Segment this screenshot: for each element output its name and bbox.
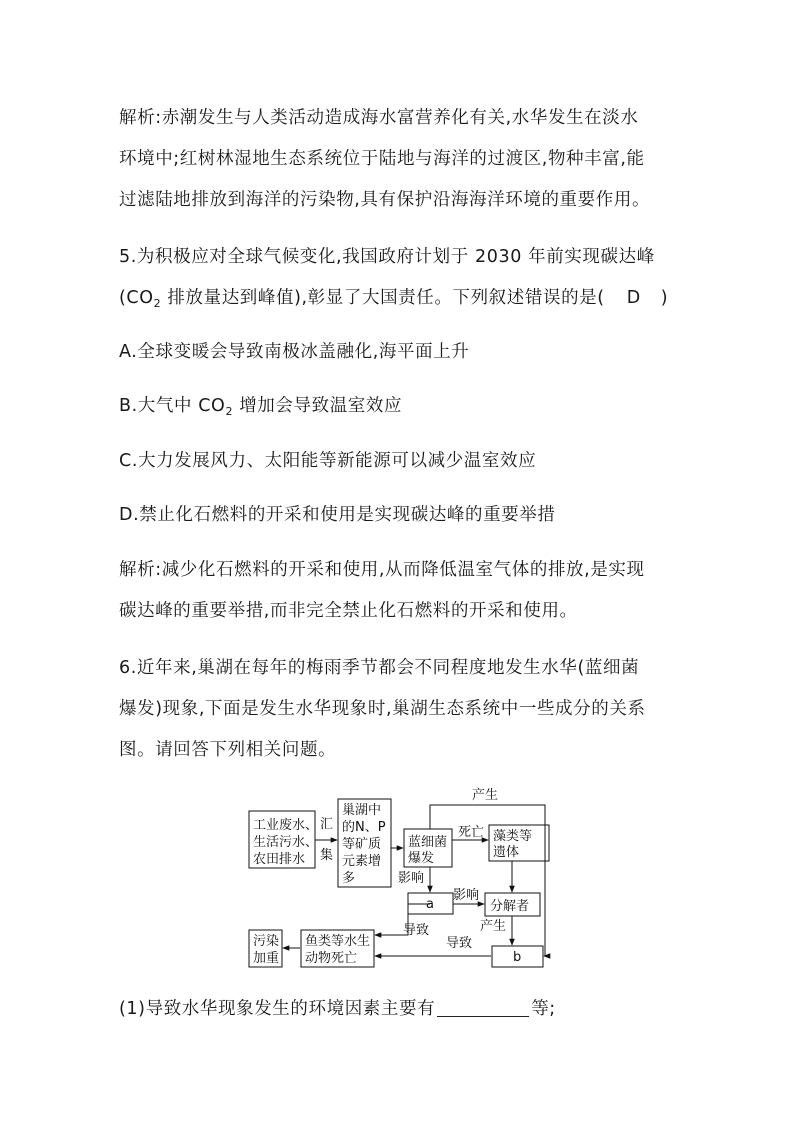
box-b-label: b <box>513 950 522 965</box>
box-a-label: a <box>426 897 434 912</box>
pollution-line-1: 污染 <box>253 934 280 949</box>
q5-stem-subscript: 2 <box>153 297 162 310</box>
label-collect-2: 集 <box>320 848 334 863</box>
explanation-4-line-2: 环境中;红树林湿地生态系统位于陆地与海洋的过渡区,物种丰富,能 <box>119 149 645 169</box>
remains-line-1: 藻类等 <box>493 829 533 844</box>
cyano-line-2: 爆发 <box>408 851 435 866</box>
label-death: 死亡 <box>458 825 485 840</box>
q5-close-paren: ) <box>660 288 669 308</box>
q6-sub1-post: 等; <box>531 999 556 1019</box>
q5-stem-pre: (CO <box>119 288 154 308</box>
q5-explanation-line-2: 碳达峰的重要举措,而非完全禁止化石燃料的开采和使用。 <box>119 601 578 621</box>
lake-line-5: 多 <box>342 871 356 886</box>
remains-line-2: 遗体 <box>493 845 520 860</box>
lake-line-2: 的N、P <box>342 820 386 835</box>
explanation-4-line-3: 过滤陆地排放到海洋的污染物,具有保护沿海海洋环境的重要作用。 <box>119 190 651 210</box>
q6-sub1-pre: (1)导致水华现象发生的环境因素主要有 <box>119 999 436 1019</box>
explanation-4-line-1: 解析:赤潮发生与人类活动造成海水富营养化有关,水华发生在淡水 <box>119 108 639 128</box>
label-collect-1: 汇 <box>320 817 334 832</box>
q5-option-c: C.大力发展风力、太阳能等新能源可以减少温室效应 <box>119 451 537 471</box>
fish-line-1: 鱼类等水生 <box>305 934 371 949</box>
q5-option-b-pre: B.大气中 CO <box>119 396 226 416</box>
q5-option-d: D.禁止化石燃料的开采和使用是实现碳达峰的重要举措 <box>119 505 556 525</box>
q6-stem-line-2: 爆发)现象,下面是发生水华现象时,巢湖生态系统中一些成分的关系 <box>119 699 646 719</box>
label-produce-top: 产生 <box>472 788 499 803</box>
decomposer-label: 分解者 <box>490 899 530 914</box>
answer-blank[interactable] <box>437 1000 529 1017</box>
q5-answer: D <box>626 288 641 308</box>
lake-line-3: 等矿质 <box>342 837 382 852</box>
q5-option-b-post: 增加会导致温室效应 <box>233 396 403 416</box>
q6-subquestion-1 <box>119 997 556 1021</box>
q5-option-a: A.全球变暖会导致南极冰盖融化,海平面上升 <box>119 342 470 362</box>
lake-line-4: 元素增 <box>342 854 382 869</box>
label-produce-right: 产生 <box>480 919 507 934</box>
label-lead-left: 导致 <box>403 923 430 938</box>
label-influence-mid: 影响 <box>453 888 480 903</box>
q5-option-b-subscript: 2 <box>225 405 234 418</box>
label-influence-left: 影响 <box>398 871 425 886</box>
lake-line-1: 巢湖中 <box>342 803 382 818</box>
pollution-line-2: 加重 <box>253 951 280 966</box>
label-lead-right: 导致 <box>446 936 473 951</box>
q6-stem-line-3: 图。请回答下列相关问题。 <box>119 740 337 760</box>
q6-stem-line-1: 6.近年来,巢湖在每年的梅雨季节都会不同程度地发生水华(蓝细菌 <box>119 658 640 678</box>
q5-stem-line-1: 5.为积极应对全球气候变化,我国政府计划于 2030 年前实现碳达峰 <box>119 247 655 267</box>
sources-line-3: 农田排水 <box>253 852 306 867</box>
sources-line-2: 生活污水、 <box>253 835 319 850</box>
q5-explanation-line-1: 解析:减少化石燃料的开采和使用,从而降低温室气体的排放,是实现 <box>119 560 645 580</box>
q5-stem-post: 排放量达到峰值),彰显了大国责任。下列叙述错误的是( <box>161 288 605 308</box>
sources-line-1: 工业废水、 <box>253 818 319 833</box>
cyano-line-1: 蓝细菌 <box>408 835 448 850</box>
fish-line-2: 动物死亡 <box>305 951 358 966</box>
